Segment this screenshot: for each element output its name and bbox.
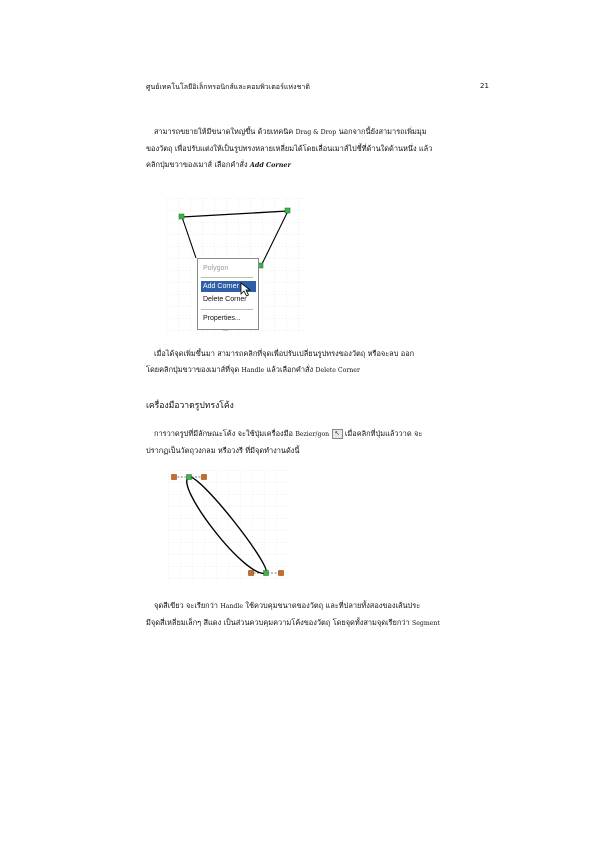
drag-drop-term: Drag & Drop xyxy=(295,129,337,136)
handle-green-bottom[interactable] xyxy=(264,571,269,576)
bezier-tool-term: Bezier/gon xyxy=(295,431,330,438)
paragraph-3 xyxy=(146,426,486,459)
figure-grid xyxy=(168,470,288,582)
menu-separator xyxy=(201,277,253,278)
page-header-title: ศูนย์เทคโนโลยีอิเล็กทรอนิกส์และคอมพิวเตอร์แห่งชาติ xyxy=(146,83,310,91)
delete-corner-term: Delete Corner xyxy=(315,367,360,374)
bezier-tool-icon: ↖ xyxy=(332,429,343,439)
segment-term: Segment xyxy=(411,620,440,627)
section-heading: เครื่องมือวาดรูปทรงโค้ง xyxy=(146,401,234,411)
para1-line3: คลิกปุ่มขวาของเมาส์ เลือกคำสั่ง Add Corner xyxy=(146,160,291,169)
handle-term: Handle xyxy=(220,603,243,610)
segment-red-bottom-left[interactable] xyxy=(249,571,254,576)
para2-line1: เมื่อได้จุดเพิ่มขึ้นมา สามารถคลิกที่จุดเพื่อปรับเปลี่ยนรูปทรงของวัตถุ หรือจะลบ ออก xyxy=(154,349,415,358)
handle-top-left[interactable] xyxy=(179,214,184,219)
para1-line2: ของวัตถุ เพื่อปรับแต่งให้เป็นรูปทรงหลายเหลี่ยมได้โดยเลื่อนเมาส์ไปชี้ที่ด้านใดด้านหนึ่ง แล้ว xyxy=(146,144,433,153)
para3-line2: ปรากฏเป็นวัตถุวงกลม หรือวงรี ที่มีจุดทำงานดังนี้ xyxy=(146,446,300,455)
para2-line2: โดยคลิกปุ่มขวาของเมาส์ที่จุด Handle แล้วเลือกคำสั่ง Delete Corner xyxy=(146,365,360,374)
para1-line1: สามารถขยายให้มีขนาดใหญ่ขึ้น ด้วยเทคนิค Drag & Drop นอกจากนี้ยังสามารถเพิ่มมุม xyxy=(154,127,427,136)
para3-line1: การวาดรูปที่มีลักษณะโค้ง จะใช้ปุ่มเครื่องมือ Bezier/gon ↖ เมื่อคลิกที่ปุ่มแล้ววาด จะ xyxy=(154,429,423,438)
segment-red-top-right[interactable] xyxy=(202,475,207,480)
menu-item-delete-corner[interactable]: Delete Corner xyxy=(203,296,247,303)
figure-bezier-ellipse xyxy=(168,470,288,582)
paragraph-1 xyxy=(146,124,486,173)
handle-term: Handle xyxy=(241,367,265,374)
menu-item-polygon[interactable]: Polygon xyxy=(203,265,229,272)
paragraph-2 xyxy=(146,346,486,379)
menu-item-properties[interactable]: Properties... xyxy=(203,315,241,322)
page-number: 21 xyxy=(480,82,490,90)
add-corner-term: Add Corner xyxy=(249,161,291,169)
menu-separator xyxy=(201,309,253,310)
menu-item-add-corner[interactable]: Add Corner xyxy=(201,281,256,292)
paragraph-4 xyxy=(146,598,486,632)
segment-red-bottom-right[interactable] xyxy=(279,571,284,576)
handle-green-top[interactable] xyxy=(187,475,192,480)
para4-line1: จุดสีเขียว จะเรียกว่า Handle ใช้ควบคุมขนาดของวัตถุ และที่ปลายทั้งสองของเส้นประ xyxy=(154,601,421,610)
handle-top-right[interactable] xyxy=(285,208,290,213)
para4-line2: มีจุดสี่เหลี่ยมเล็กๆ สีแดง เป็นส่วนควบคุมความโค้งของวัตถุ โดยจุดทั้งสามจุดเรียกว่า Segment xyxy=(146,618,440,627)
segment-red-top-left[interactable] xyxy=(172,475,177,480)
mouse-cursor-icon xyxy=(240,282,254,298)
